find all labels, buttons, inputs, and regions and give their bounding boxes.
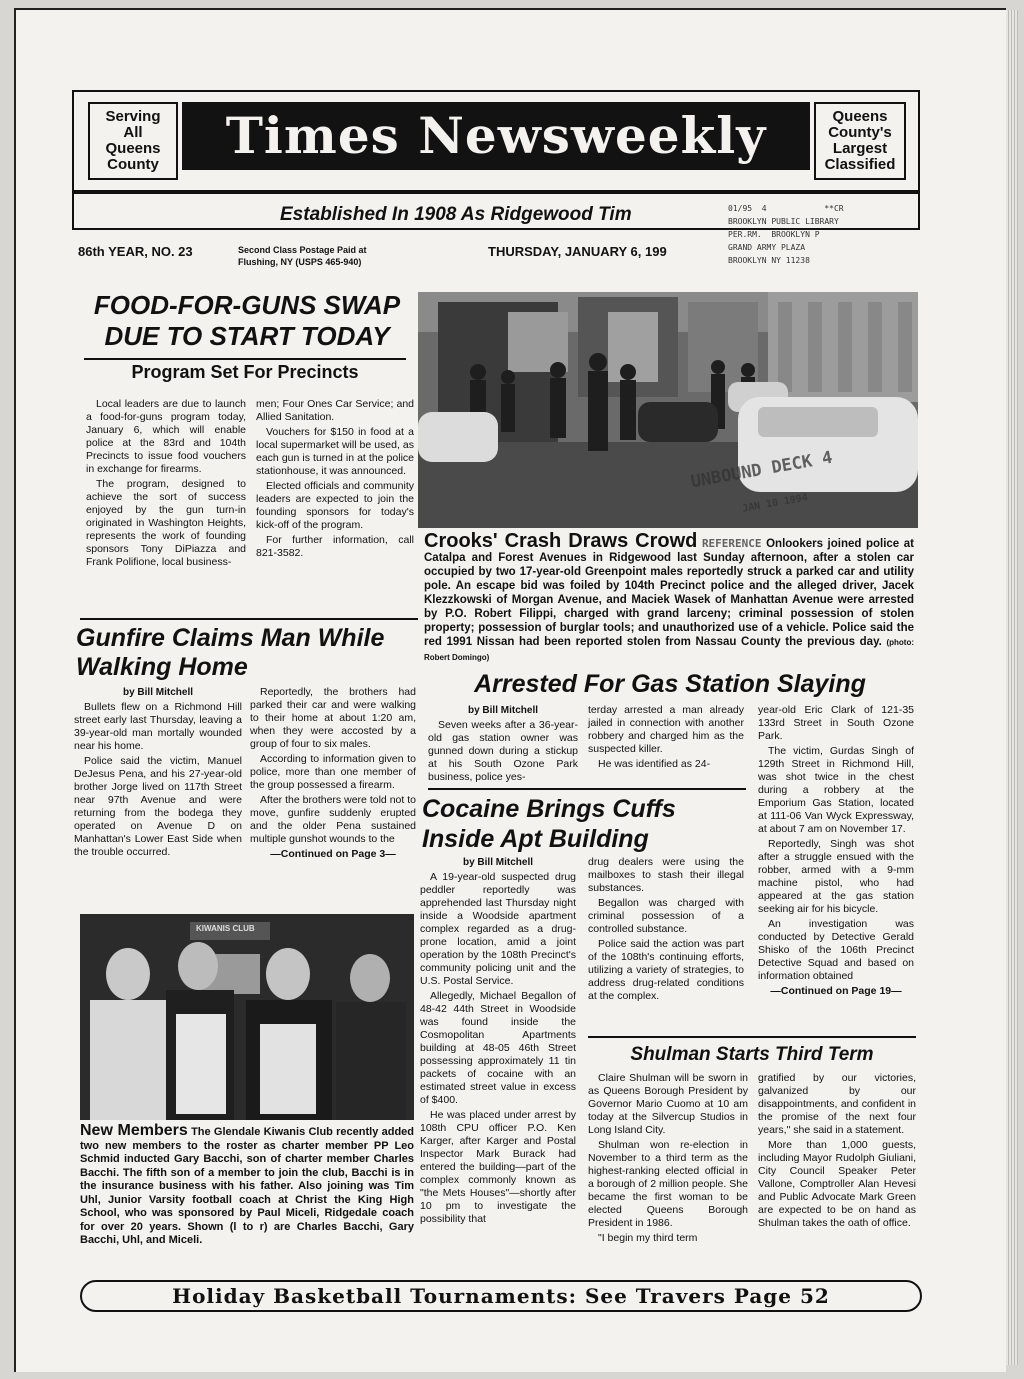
shulman-headline: Shulman Starts Third Term (630, 1044, 874, 1065)
kiwanis-banner: KIWANIS CLUB (196, 924, 255, 933)
serving-box: Serving All Queens County (88, 102, 178, 180)
gunfire-headline: Gunfire Claims Man While Walking Home (76, 624, 385, 681)
gunfire-col1: by Bill Mitchell Bullets flew on a Richmond Hill street early last Thursday, leaving a 39-year-old man mortally wounded near his home. Police said the victim, Manuel DeJesus Pena, and his 27-year-old brother Jorge lived on 117th Street near 97th Avenue and were returning from the bodega they operated on Avenue D on Manhattan's Lower East Side when the trouble occurred. (74, 687, 242, 858)
divider (80, 618, 418, 620)
date-stamp: JAN 10 1994 (741, 492, 809, 515)
food-for-guns-subhead: Program Set For Precincts (84, 358, 406, 383)
cocaine-byline: by Bill Mitchell (462, 857, 533, 868)
crash-scene-image (418, 292, 918, 528)
cocaine-col1: by Bill Mitchell A 19-year-old suspected drug peddler reportedly was apprehended last Thursday night inside a Woodside apartment complex regarded as a drug-prone location, amid a joint operation by the 108th Precinct's community policing unit and the U.S. Postal Service. Allegedly, Michael Begallon of 48-42 44th Street in Woodside was found inside the Cosmopolitan Apartments building at 48-05 46th Street possessing approximately 11 tin packets of cocaine with an estimated street value in excess of $400. He was placed under arrest by 108th CPU officer P.O. Ken Karger, after Karger and Postal Inspector Mark Burack had entered the building—part of the complex commonly known as "the Mets Houses"—shortly after 10 pm to investigate the possibility that (420, 857, 576, 1225)
crash-caption-title: Crooks' Crash Draws Crowd (424, 530, 698, 552)
gas-station-continued: —Continued on Page 19— (770, 985, 902, 997)
basketball-banner: Holiday Basketball Tournaments: See Travers Page 52 (80, 1280, 922, 1312)
cocaine-headline: Cocaine Brings Cuffs Inside Apt Building (422, 795, 676, 853)
unbound-stamp: UNBOUND DECK 4 (689, 447, 834, 493)
kiwanis-caption-title: New Members (80, 1122, 188, 1139)
masthead-title: Times Newsweekly (182, 102, 810, 170)
gas-station-headline: Arrested For Gas Station Slaying (474, 670, 866, 698)
food-for-guns-headline: FOOD-FOR-GUNS SWAP DUE TO START TODAY (93, 290, 401, 351)
gunfire-byline: by Bill Mitchell (122, 687, 193, 698)
photo-credit: (photo: Robert Domingo) (424, 638, 914, 662)
mailing-label: 01/95 4 **CR BROOKLYN PUBLIC LIBRARY PER.RM. BROOKLYN P GRAND ARMY PLAZA BROOKLYN NY 11238 (728, 204, 844, 265)
divider (428, 788, 746, 790)
shulman-col1: Claire Shulman will be sworn in as Queens Borough President by Governor Mario Cuomo at 10 am today at the Silvercup Studios in Long Island City. Shulman won re-election in November to a third term as the highest-ranking elected official in a borough of 2 million people. She became the first woman to be elected Queens Borough President in 1986. "I begin my third term (588, 1072, 748, 1244)
gunfire-continued: —Continued on Page 3— (270, 848, 396, 860)
classified-box: Queens County's Largest Classified (814, 102, 906, 180)
reference-stamp: REFERENCE (701, 537, 762, 550)
established-line: Established In 1908 As Ridgewood Tim (280, 204, 632, 225)
crash-caption: Crooks' Crash Draws Crowd REFERENCE Onlookers joined police at Catalpa and Forest Avenues in Ridgewood last Sunday afternoon, after a stolen car occupied by two 17-year-old Greenpoint males reportedly struck a parked car and utility pole. An escape bid was foiled by 104th Precinct police and the alleged driver, Jacek Klezzkowski of Morgan Avenue, and Maciek Wasek of Manhattan Avenue were arrested by P.O. Robert Filippi, charged with grand larceny; criminal possession of stolen property; possession of burglar tools; and unauthorized use of a vehicle. Police said the red 1991 Nissan had been reported stolen from Nassau County the previous day. (photo: Robert Domingo) (424, 530, 914, 662)
gunfire-col2: Reportedly, the brothers had parked their car and were walking to their home at about 1:20 am, when they were accosted by a group of four to six males. According to information given to police, more than one member of the group possessed a firearm. After the brothers were told not to move, gunfire suddenly erupted and the older Pena sustained multiple gunshot wounds to the —Continued on Page 3— (250, 686, 416, 860)
kiwanis-members-image (80, 914, 414, 1120)
issue-date: THURSDAY, JANUARY 6, 199 (488, 244, 667, 259)
crash-photo (418, 292, 918, 528)
divider (588, 1036, 916, 1038)
postage-info: Second Class Postage Paid at Flushing, NY (USPS 465-940) (238, 245, 367, 267)
shulman-col2: gratified by our victories, galvanized by our disappointments, and confident in the promise of the next four years," she said in a statement. More than 1,000 guests, including Mayor Rudolph Giuliani, City Council Speaker Peter Vallone, Comptroller Alan Hevesi and Public Advocate Mark Green are expected to be on hand as Shulman takes the oath of office. (758, 1072, 916, 1229)
food-for-guns-col2: men; Four Ones Car Service; and Allied Sanitation. Vouchers for $150 in food at a local supermarket will be used, as each gun is turned in at the police stationhouse, it was announced. Elected officials and community leaders are expected to join the founding sponsors for today's kick-off of the program. For further information, call 821-3582. (256, 398, 414, 559)
kiwanis-caption: New Members The Glendale Kiwanis Club recently added two new members to the roster as charter member PP Leo Schmid inducted Gary Bacchi, son of charter member Charles Bacchi. The fifth son of a member to join the club, Bacchi is in the insurance business with his father. Also joining was Tim Uhl, Junior Varsity football coach at Christ the King High School, who was sponsored by Paul Miceli, Ridgedale coach for over 20 years. Shown (l to r) are Charles Bacchi, Gary Bacchi, Uhl, and Miceli. (80, 1122, 415, 1246)
year-number: 86th YEAR, NO. 23 (78, 244, 193, 259)
gas-station-col2: terday arrested a man already jailed in connection with another robbery and charged him as the suspected killer. He was identified as 24- (588, 704, 744, 770)
newspaper-page (14, 8, 1006, 1372)
gas-station-col1: by Bill Mitchell Seven weeks after a 36-year-old gas station owner was gunned down during a stickup at his South Ozone Park business, police yes- (428, 705, 578, 783)
food-for-guns-col1: Local leaders are due to launch a food-for-guns program today, January 6, which will enable police at the 83rd and 104th Precincts to issue food vouchers in exchange for firearms. The program, designed to achieve the sort of success enjoyed by the gun turn-in originated in Washington Heights, represents the work of founding sponsors Tony DiPiazza and Frank Polifione, local business- (86, 398, 246, 568)
kiwanis-photo (80, 914, 414, 1120)
gas-station-byline: by Bill Mitchell (467, 705, 538, 716)
gas-station-col3: year-old Eric Clark of 121-35 133rd Street in South Ozone Park. The victim, Gurdas Singh of 129th Street in Richmond Hill, was shot twice in the chest during a robbery at the Emporium Gas Station, located at 111-06 Van Wyck Expressway, at about 7 am on November 17. Reportedly, Singh was shot after a struggle ensued with the robber, armed with a 9-mm machine pistol, who had appeared at the gas station seeking air for his bicycle. An investigation was conducted by Detective Gerald Shisko of the 106th Precinct Detective Squad and based on information obtained —Continued on Page 19— (758, 704, 914, 997)
cocaine-col2: drug dealers were using the mailboxes to stash their illegal substances. Begallon was charged with criminal possession of a controlled substance. Police said the action was part of the 108th's continuing efforts, utilizing a variety of strategies, to address drug-related conditions at the complex. (588, 856, 744, 1002)
